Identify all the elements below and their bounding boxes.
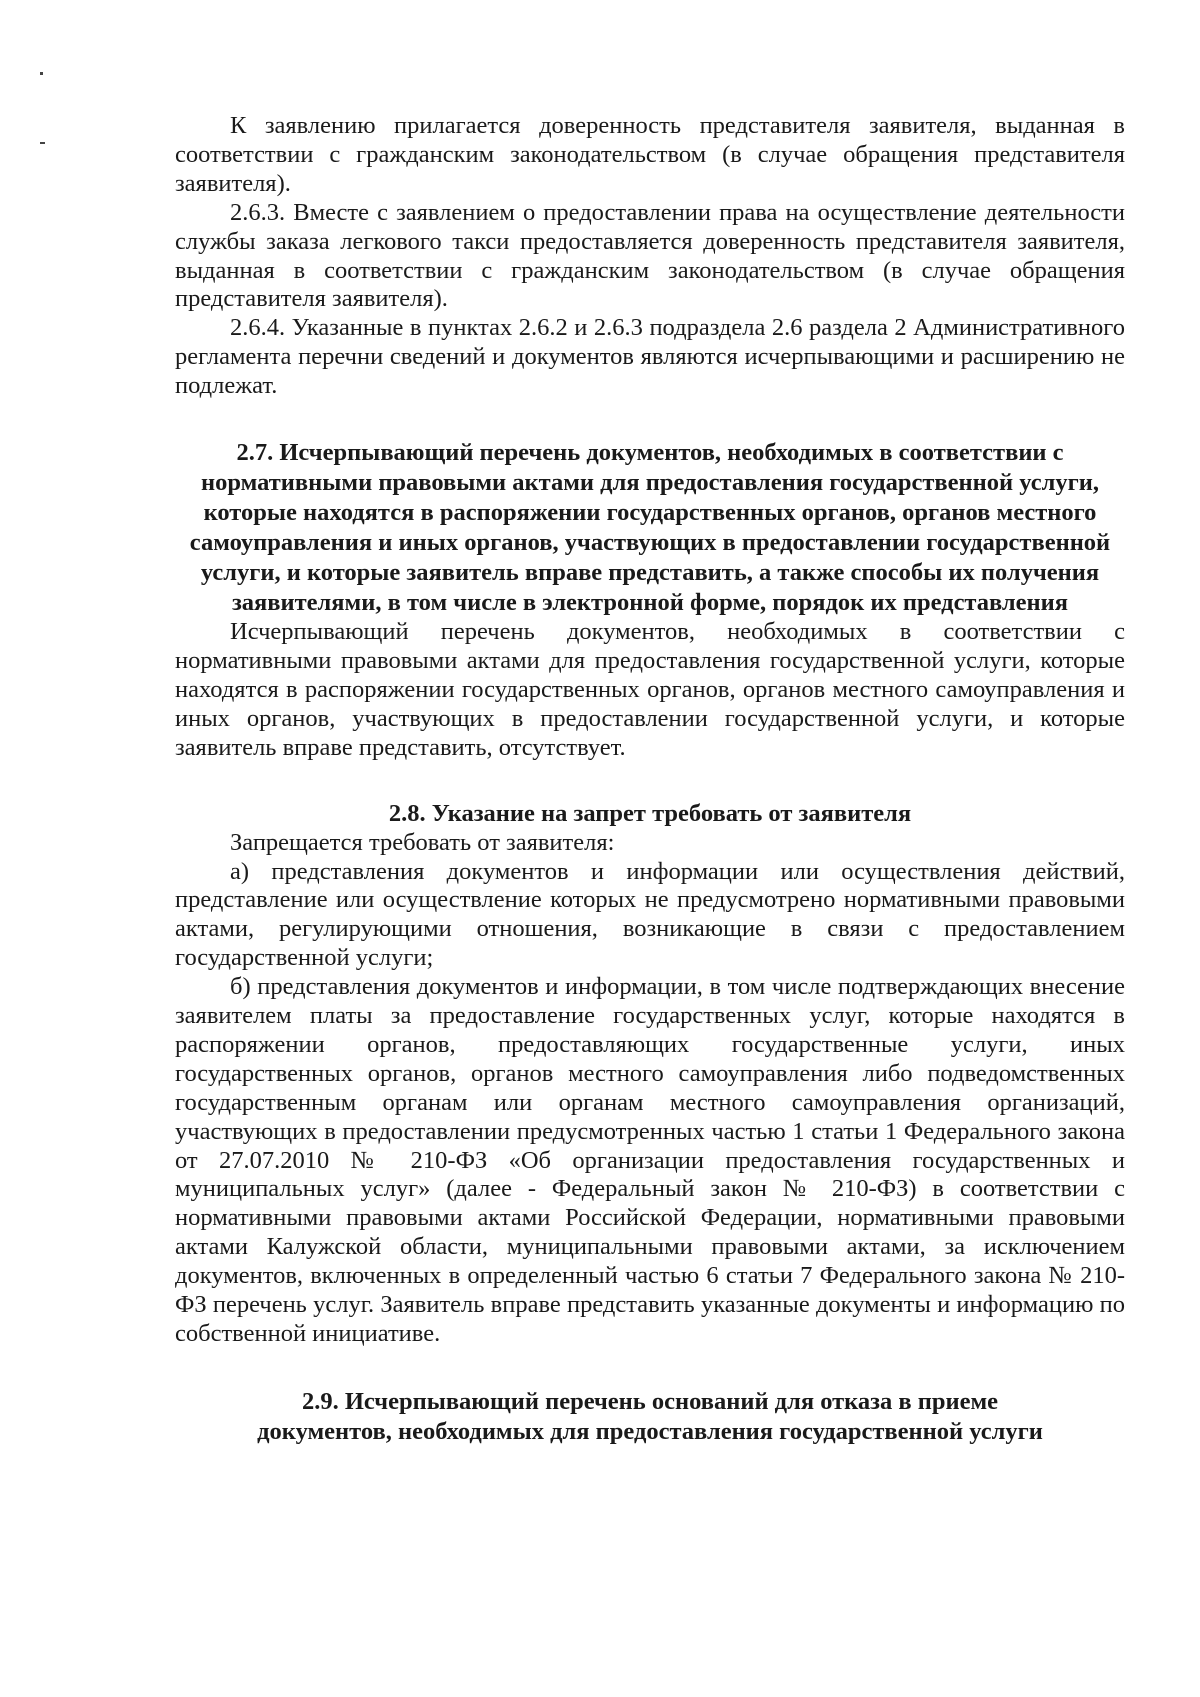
- section-2-7-heading: 2.7. Исчерпывающий перечень документов, необходимых в соответствии с нормативными правовыми актами для предоставления государственной услуги, которые находятся в распоряжении государственных органов, органов местного самоуправления и иных органов, участвующих в предоставлении государственной услуги, и которые заявитель вправе представить, а также способы их получения заявителями, в том числе в электронной форме, порядок их представления: [189, 439, 1111, 617]
- paragraph-2-6-4: 2.6.4. Указанные в пунктах 2.6.2 и 2.6.3 подраздела 2.6 раздела 2 Административного регламента перечни сведений и документов являются исчерпывающими и расширению не подлежат.: [175, 314, 1125, 400]
- section-2-8-item-a: а) представления документов и информации или осуществления действий, представление или осуществление которых не предусмотрено нормативными правовыми актами, регулирующими отношения, возникающие в связи с предоставлением государственной услуги;: [175, 857, 1125, 972]
- paragraph-2-6-3: 2.6.3. Вместе с заявлением о предоставлении права на осуществление деятельности службы заказа легкового такси предоставляется доверенность представителя заявителя, выданная в соответствии с гражданским законодательством (в случае обращения представителя заявителя).: [175, 198, 1125, 313]
- document-page: [175, 112, 1125, 1447]
- scan-speck: [40, 142, 45, 144]
- section-2-8-heading: 2.8. Указание на запрет требовать от заявителя: [388, 799, 912, 827]
- section-2-9-heading: 2.9. Исчерпывающий перечень оснований для отказа в приеме документов, необходимых для предоставления государственной услуги: [257, 1387, 1043, 1445]
- scan-speck: [40, 72, 43, 75]
- section-2-8-item-b: б) представления документов и информации, в том числе подтверждающих внесение заявителем платы за предоставление государственных услуг, которые находятся в распоряжении органов, предоставляющих государственные услуги, иных государственных органов, органов местного самоуправления либо подведомственных государственным органам или органам местного самоуправления организаций, участвующих в предоставлении предусмотренных частью 1 статьи 1 Федерального закона от 27.07.2010 № 210-ФЗ «Об организации предоставления государственных и муниципальных услуг» (далее - Федеральный закон № 210-ФЗ) в соответствии с нормативными правовыми актами Российской Федерации, нормативными правовыми актами Калужской области, муниципальными правовыми актами, за исключением документов, включенных в определенный частью 6 статьи 7 Федерального закона № 210-ФЗ перечень услуг. Заявитель вправе представить указанные документы и информацию по собственной инициативе.: [175, 973, 1125, 1347]
- section-2-8-intro: Запрещается требовать от заявителя:: [230, 828, 615, 856]
- section-2-7-body: Исчерпывающий перечень документов, необходимых в соответствии с нормативными правовыми актами для предоставления государственной услуги, которые находятся в распоряжении государственных органов, органов местного самоуправления и иных органов, участвующих в предоставлении государственной услуги, и которые заявитель вправе представить, отсутствует.: [175, 618, 1125, 761]
- paragraph-power-of-attorney: К заявлению прилагается доверенность представителя заявителя, выданная в соответствии с гражданским законодательством (в случае обращения представителя заявителя).: [175, 112, 1125, 197]
